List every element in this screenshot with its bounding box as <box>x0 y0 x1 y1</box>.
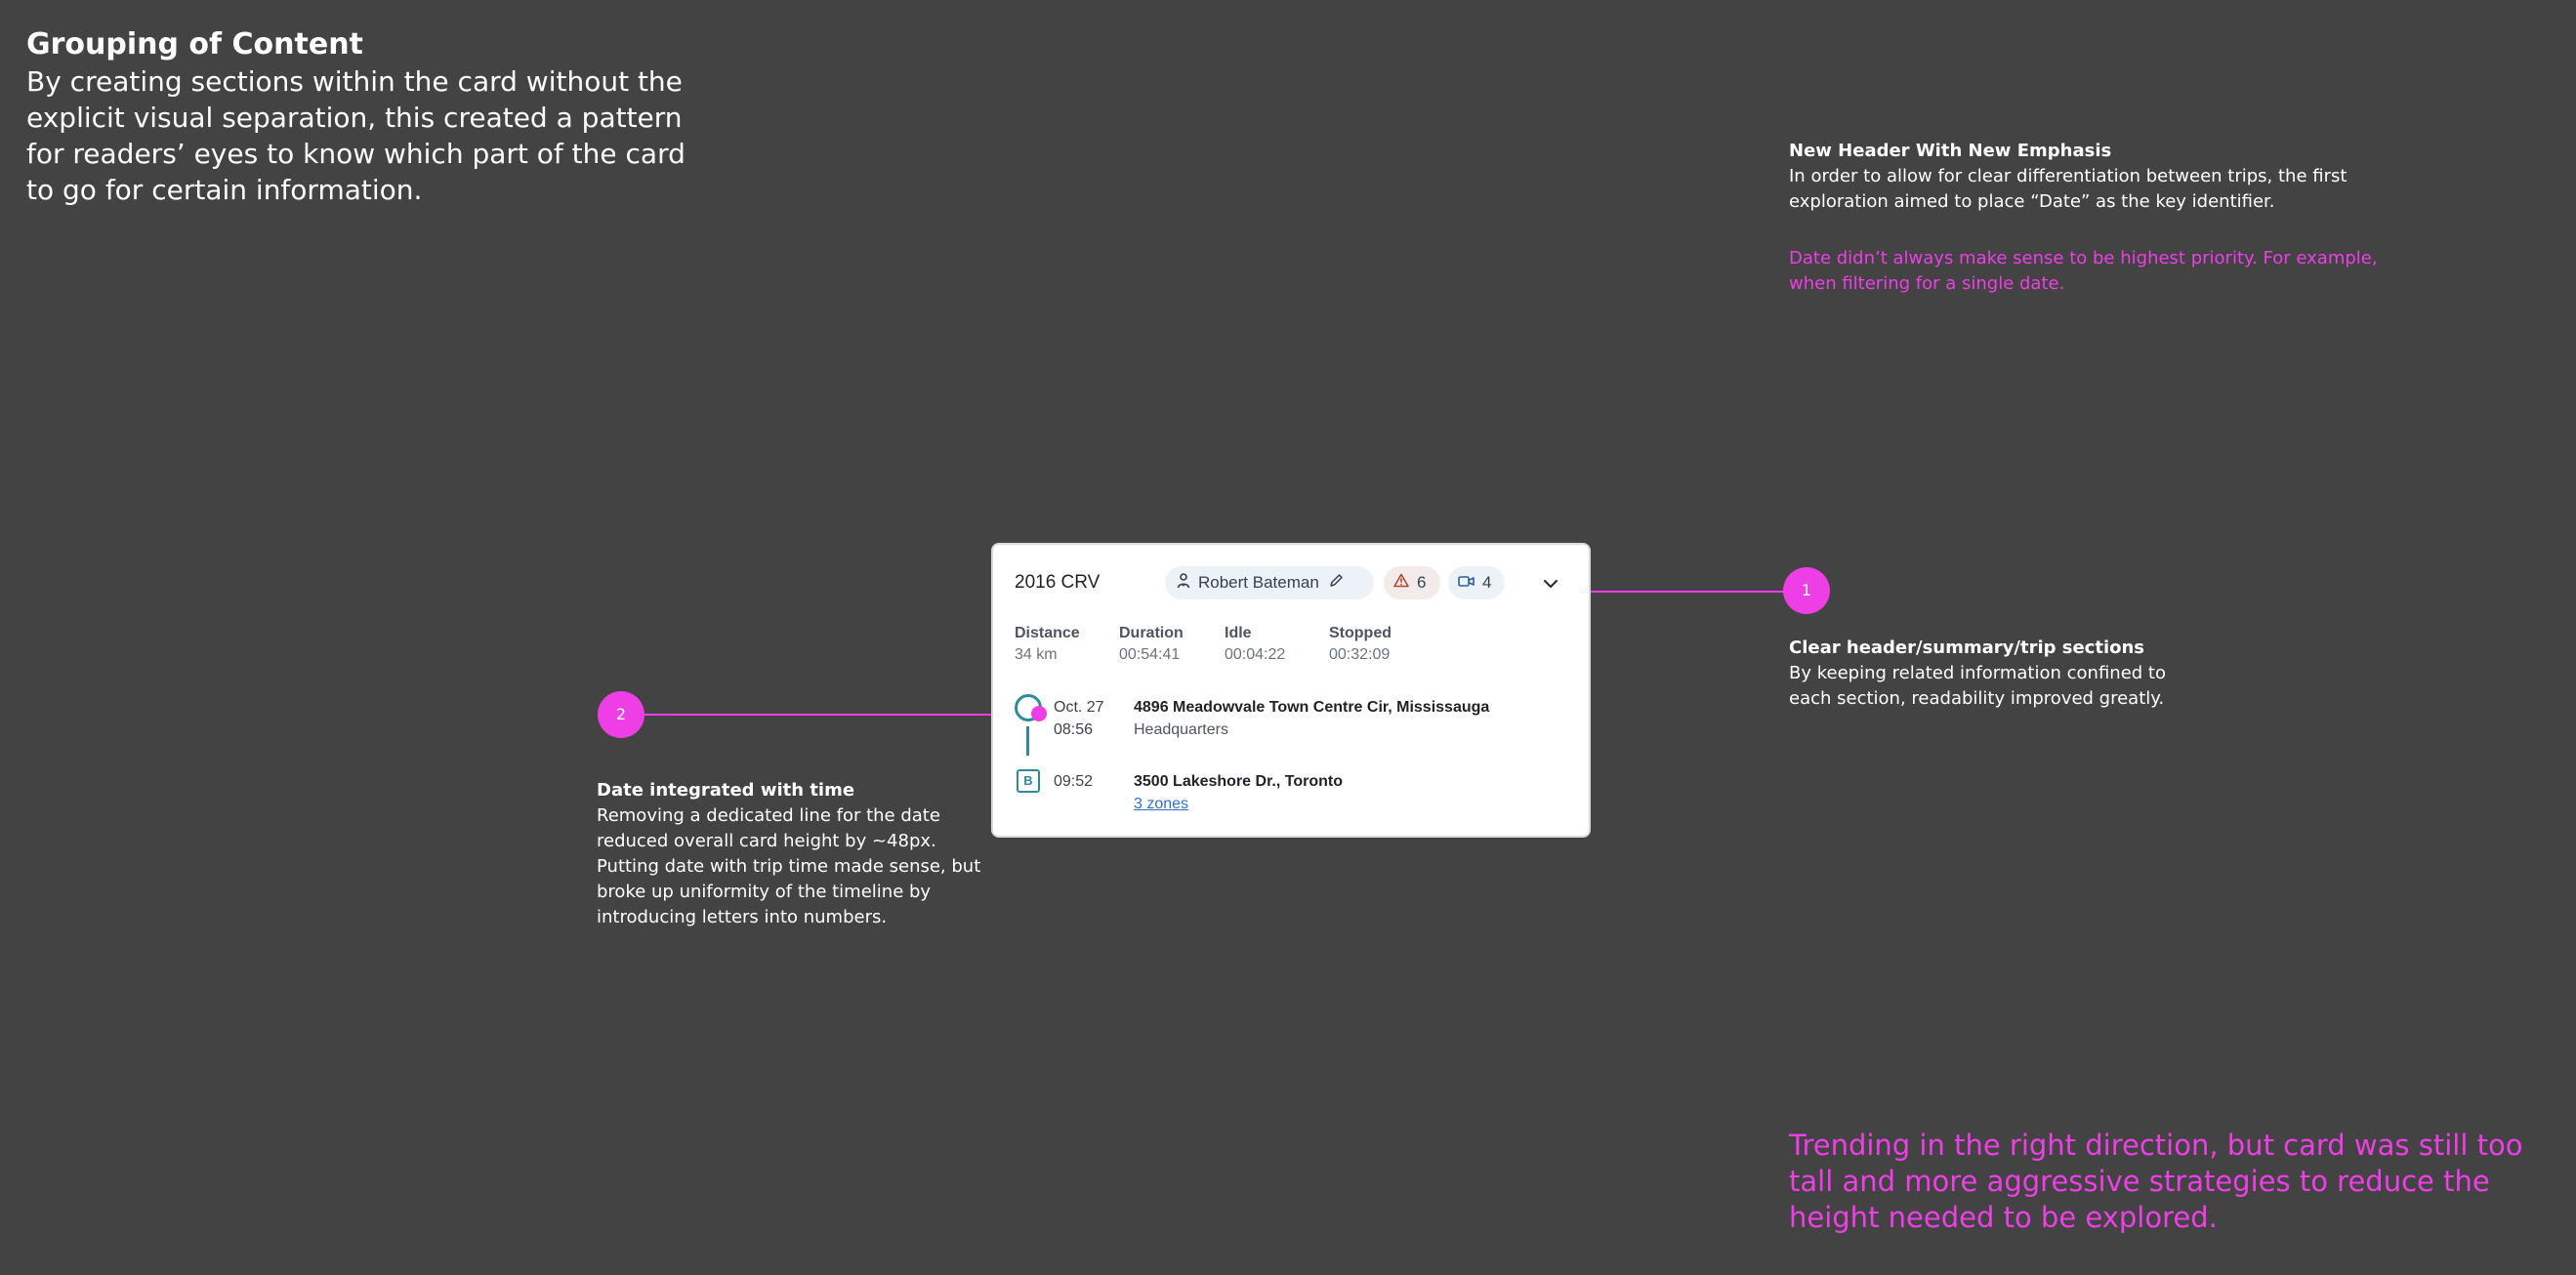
trip-end-marker: B <box>1017 769 1040 793</box>
trip-end-time: 09:52 <box>1054 773 1094 790</box>
chevron-down-icon[interactable] <box>1540 575 1561 593</box>
summary-idle <box>1225 623 1285 666</box>
conclusion-text: Trending in the right direction, but card was still too tall and more aggressive strategies to reduce the height needed to be explored. <box>1789 1129 2523 1234</box>
trip-start-place: Headquarters <box>1134 721 1228 738</box>
header-note-title: New Header With New Emphasis <box>1789 141 2112 161</box>
annotation2-leader <box>643 714 1043 716</box>
annotation2-title: Date integrated with time <box>597 780 855 801</box>
trip-start-date: Oct. 27 <box>1054 699 1104 716</box>
intro-body: By creating sections within the card without the explicit visual separation, this created a pattern for readers’ eyes to know which part of the card to go for certain information. <box>26 65 686 206</box>
intro-block <box>26 26 690 208</box>
driver-name: Robert Bateman <box>1198 573 1319 592</box>
videos-count: 4 <box>1482 573 1492 592</box>
pencil-icon[interactable] <box>1329 573 1344 593</box>
vehicle-name: 2016 CRV <box>1015 572 1101 593</box>
annotation2 <box>597 778 987 930</box>
summary-label: Duration <box>1119 625 1184 641</box>
summary-value: 34 km <box>1015 646 1058 663</box>
trip-card[interactable] <box>991 543 1591 838</box>
intro-title: Grouping of Content <box>26 27 363 62</box>
timeline-connector <box>1026 726 1029 756</box>
driver-chip[interactable] <box>1165 566 1374 599</box>
trip-end-address: 3500 Lakeshore Dr., Toronto <box>1134 773 1343 790</box>
trip-end-location <box>1134 770 1343 815</box>
annotation1-marker: 1 <box>1783 567 1830 614</box>
summary-label: Idle <box>1225 625 1252 641</box>
summary-value: 00:32:09 <box>1329 646 1391 663</box>
summary-label: Stopped <box>1329 625 1392 641</box>
summary-label: Distance <box>1015 625 1080 641</box>
alerts-chip[interactable] <box>1384 566 1440 599</box>
trip-start-time: 08:56 <box>1054 721 1094 738</box>
header-note <box>1789 139 2414 297</box>
annotation1 <box>1789 636 2199 712</box>
video-camera-icon <box>1458 573 1475 593</box>
alerts-count: 6 <box>1417 573 1427 592</box>
annotation1-title: Clear header/summary/trip sections <box>1789 638 2145 658</box>
zones-link[interactable]: 3 zones <box>1134 796 1189 812</box>
summary-value: 00:54:41 <box>1119 646 1181 663</box>
summary-distance <box>1015 623 1080 666</box>
trip-start-datetime <box>1054 696 1104 741</box>
annotation2-marker: 2 <box>598 691 644 738</box>
videos-chip[interactable] <box>1448 566 1505 599</box>
header-note-highlight: Date didn’t always make sense to be highest priority. For example, when filtering for a single date. <box>1789 248 2378 294</box>
driver-icon <box>1177 573 1190 594</box>
annotation2-body: Removing a dedicated line for the date reduced overall card height by ~48px. Putting date with trip time made sense, but broke up uniformity of the timeline by introducing letters into numbers. <box>597 805 981 927</box>
trip-end-datetime <box>1054 770 1093 793</box>
header-note-body: In order to allow for clear differentiation between trips, the first exploration aimed to place “Date” as the key identifier. <box>1789 166 2347 212</box>
summary-stopped <box>1329 623 1392 666</box>
warning-triangle-icon <box>1393 573 1409 593</box>
summary-duration <box>1119 623 1184 666</box>
trip-start-location <box>1134 696 1489 741</box>
annotation2-anchor-dot <box>1031 706 1047 721</box>
trip-start-address: 4896 Meadowvale Town Centre Cir, Mississauga <box>1134 699 1490 716</box>
annotation1-body: By keeping related information confined to each section, readability improved greatly. <box>1789 663 2166 709</box>
summary-value: 00:04:22 <box>1225 646 1286 663</box>
